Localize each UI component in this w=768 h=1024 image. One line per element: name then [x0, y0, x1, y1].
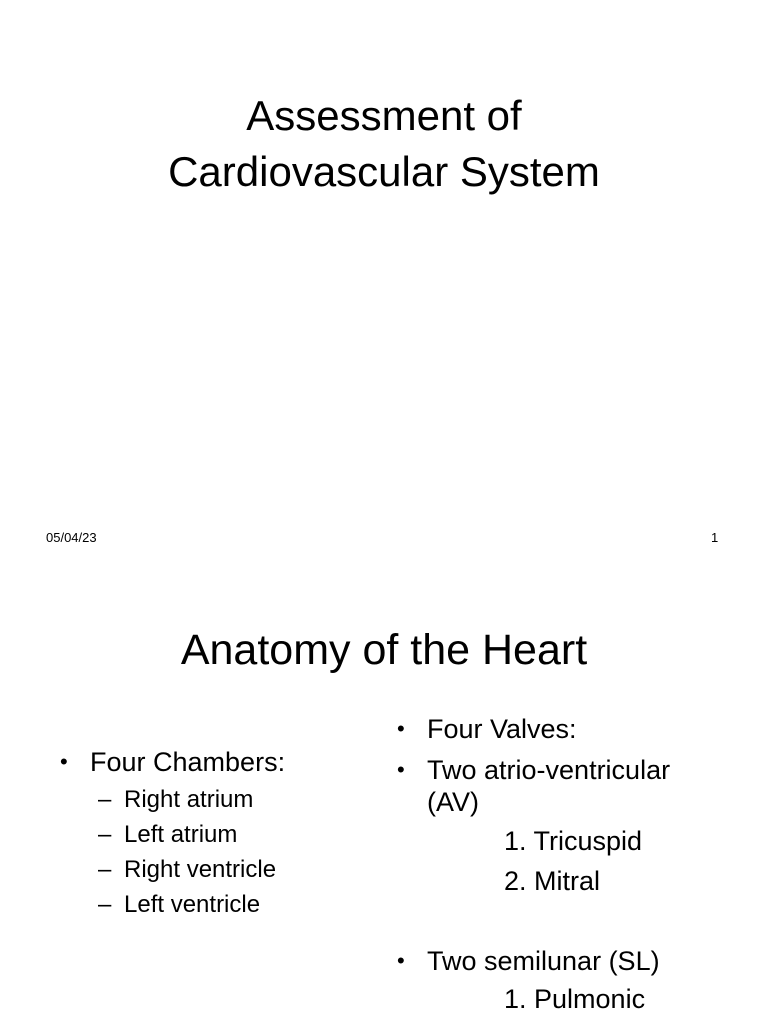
slide-page-number: 1 [711, 530, 719, 545]
sl-heading: Two semilunar (SL) [427, 946, 660, 976]
av-heading-line2: (AV) [427, 787, 479, 817]
dash-icon: – [98, 786, 112, 813]
four-chambers-heading: Four Chambers: [90, 747, 286, 777]
list-item [504, 825, 642, 857]
valve-tricuspid: 1. Tricuspid [504, 826, 643, 856]
slide1-title-line2: Cardiovascular System [168, 148, 600, 195]
list-item [98, 785, 254, 815]
slide1-title [0, 88, 768, 200]
bullet-av-valves [397, 754, 671, 786]
bullet-sl-valves [397, 945, 660, 977]
bullet-four-chambers [60, 746, 286, 778]
dash-icon: – [98, 821, 112, 848]
dash-icon: – [98, 856, 112, 883]
list-item [504, 983, 645, 1015]
four-valves-heading: Four Valves: [427, 714, 577, 744]
av-heading-line2-wrap [427, 786, 479, 818]
chamber-left-atrium: Left atrium [124, 821, 238, 848]
bullet-dot-icon: • [397, 716, 405, 741]
chamber-right-atrium: Right atrium [124, 786, 254, 813]
valve-pulmonic: 1. Pulmonic [504, 984, 646, 1014]
valve-mitral: 2. Mitral [504, 866, 601, 896]
bullet-four-valves [397, 713, 577, 745]
slide1-title-line1: Assessment of [246, 92, 522, 139]
dash-icon: – [98, 891, 112, 918]
bullet-dot-icon: • [60, 749, 68, 774]
av-heading-line1: Two atrio-ventricular [427, 755, 671, 785]
bullet-dot-icon: • [397, 757, 405, 782]
list-item [98, 890, 261, 920]
bullet-dot-icon: • [397, 948, 405, 973]
list-item [504, 865, 600, 897]
chamber-right-ventricle: Right ventricle [124, 856, 277, 883]
slide2-title: Anatomy of the Heart [180, 626, 588, 674]
list-item [98, 820, 238, 850]
slide-date: 05/04/23 [46, 530, 97, 545]
chamber-left-ventricle: Left ventricle [124, 891, 261, 918]
list-item [98, 855, 277, 885]
